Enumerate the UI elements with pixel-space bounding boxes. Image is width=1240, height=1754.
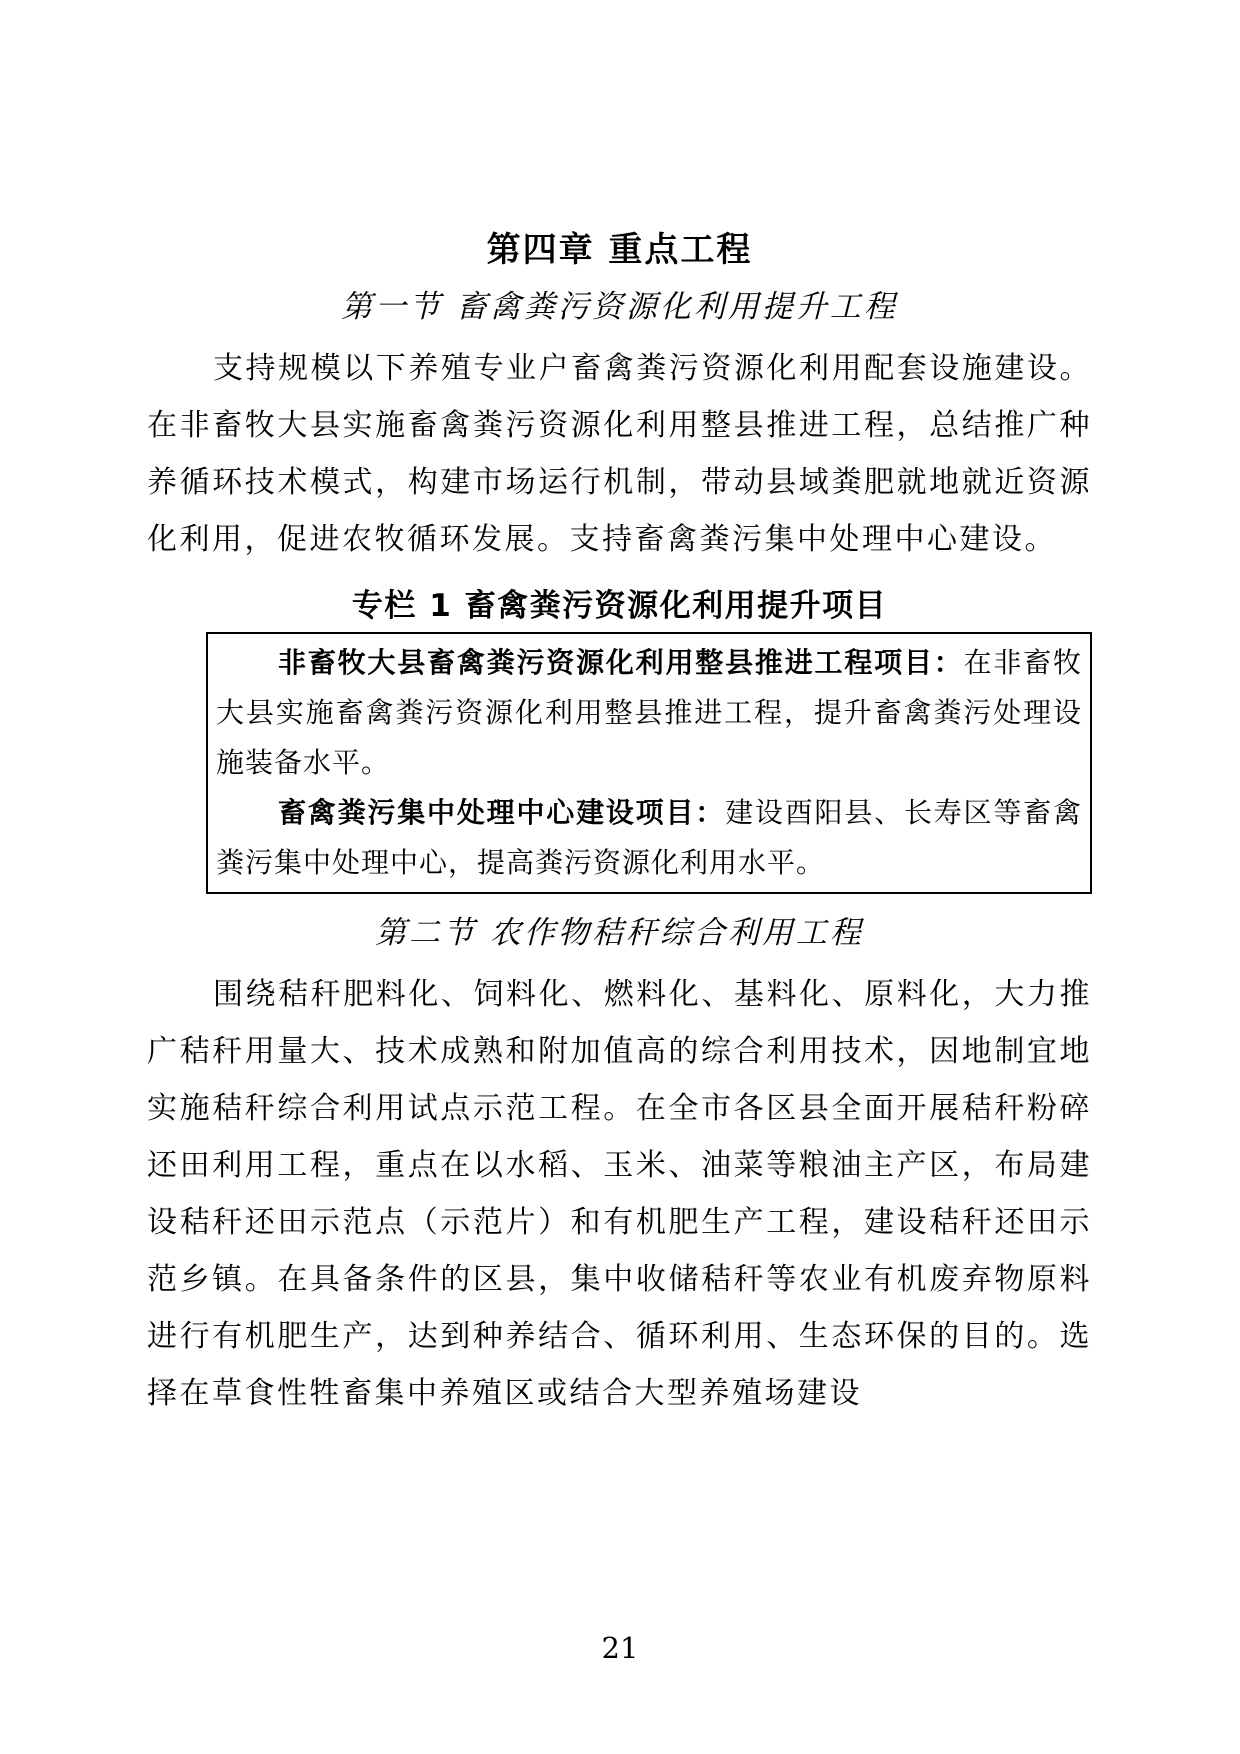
box-1-item-1-label: 非畜牧大县畜禽粪污资源化利用整县推进工程项目： [278, 646, 964, 679]
box-1-item-1-text: 在非畜牧大县实施畜禽粪污资源化利用整县推进工程，提升畜禽粪污处理设施装备水平。 [216, 646, 1082, 779]
box-1-item-2 [216, 788, 1082, 888]
section-1-title: 第一节 畜禽粪污资源化利用提升工程 [341, 289, 898, 325]
section-2-title: 第二节 农作物秸秆综合利用工程 [375, 915, 864, 951]
page-number: 21 [601, 1631, 639, 1665]
box-1-item-2-text: 建设酉阳县、长寿区等畜禽粪污集中处理中心，提高粪污资源化利用水平。 [216, 796, 1082, 879]
box-1 [206, 632, 1092, 894]
box-1-title: 专栏 1 畜禽粪污资源化利用提升项目 [351, 588, 888, 624]
section-2-paragraph: 围绕秸秆肥料化、饲料化、燃料化、基料化、原料化，大力推广秸秆用量大、技术成熟和附加值高的综合利用技术，因地制宜地实施秸秆综合利用试点示范工程。在全市各区县全面开展秸秆粉碎还田利用工程，重点在以水稻、玉米、油菜等粮油主产区，布局建设秸秆还田示范点（示范片）和有机肥生产工程，建设秸秆还田示范乡镇。在具备条件的区县，集中收储秸秆等农业有机废弃物原料进行有机肥生产，达到种养结合、循环利用、生态环保的目的。选择在草食性牲畜集中养殖区或结合大型养殖场建设 [147, 977, 1092, 1411]
chapter-title: 第四章 重点工程 [486, 230, 753, 270]
box-1-item-2-label: 畜禽粪污集中处理中心建设项目： [278, 796, 726, 829]
box-1-item-1 [216, 638, 1082, 788]
section-1-paragraph: 支持规模以下养殖专业户畜禽粪污资源化利用配套设施建设。在非畜牧大县实施畜禽粪污资源化利用整县推进工程，总结推广种养循环技术模式，构建市场运行机制，带动县域粪肥就地就近资源化利用，促进农牧循环发展。支持畜禽粪污集中处理中心建设。 [147, 351, 1092, 557]
